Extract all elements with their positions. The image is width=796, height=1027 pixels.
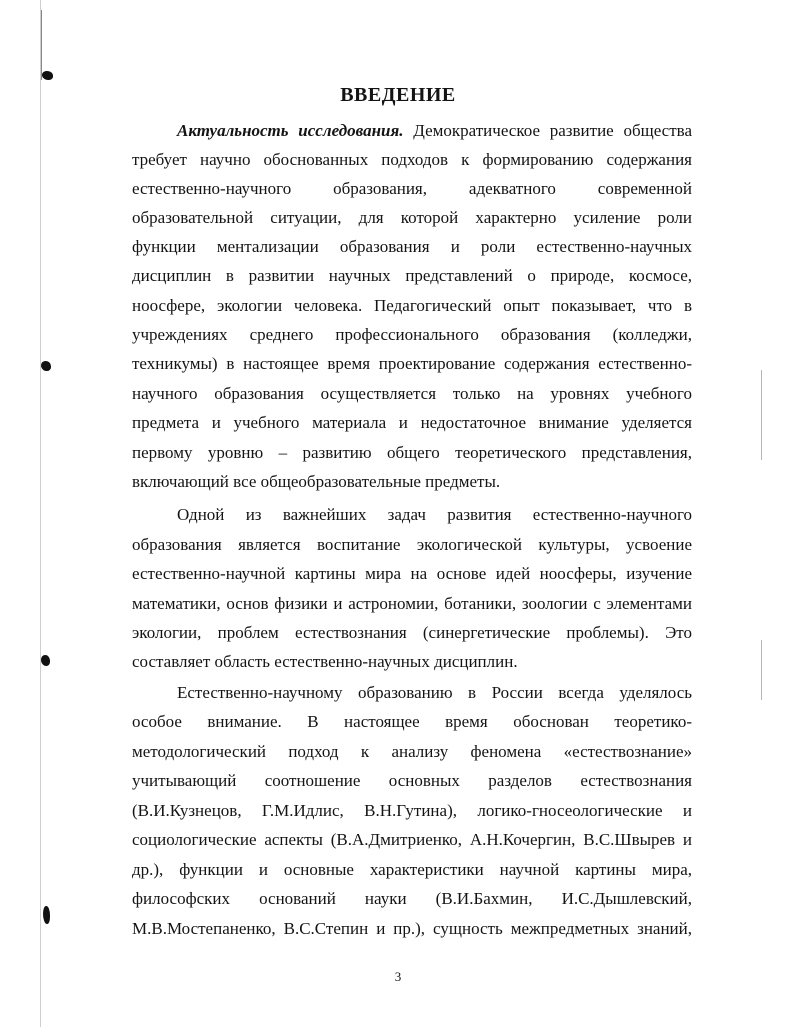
scan-right-mark-2 <box>761 640 762 700</box>
paragraph-line: дисциплин в развитии научных представлений о природе, космосе, <box>132 266 692 285</box>
paragraph-line: образования является воспитание экологической культуры, усвоение <box>132 535 692 554</box>
paragraph-line: М.В.Мостепаненко, В.С.Степин и пр.), сущность межпредметных знаний, <box>132 919 692 938</box>
binder-hole-mark <box>41 655 50 666</box>
paragraph-line-last: включающий все общеобразовательные предметы. <box>132 472 501 491</box>
paragraph-line <box>177 121 692 141</box>
paragraph-line: социологические аспекты (В.А.Дмитриенко, А.Н.Кочергин, В.С.Швырев и <box>132 830 692 849</box>
section-lead: Актуальность исследования. <box>177 121 404 140</box>
paragraph-line-last: составляет область естественно-научных дисциплин. <box>132 652 518 671</box>
paragraph-line: Естественно-научному образованию в России всегда уделялось <box>177 683 692 702</box>
scan-right-mark <box>761 370 762 460</box>
paragraph-line: (В.И.Кузнецов, Г.М.Идлис, В.Н.Гутина), логико-гносеологические и <box>132 801 692 820</box>
paragraph-line: техникумы) в настоящее время проектирование содержания естественно- <box>132 354 692 373</box>
paragraph-line: экологии, проблем естествознания (синергетические проблемы). Это <box>132 623 692 642</box>
paragraph-line: функции ментализации образования и роли естественно-научных <box>132 237 692 256</box>
paragraph-text: Демократическое развитие общества <box>403 121 693 140</box>
page-title: ВВЕДЕНИЕ <box>340 84 456 106</box>
binder-hole-mark <box>42 71 53 80</box>
paragraph-line: естественно-научной картины мира на основе идей ноосферы, изучение <box>132 564 692 583</box>
paragraph-line: Одной из важнейших задач развития естественно-научного <box>177 505 692 524</box>
paragraph-line: образовательной ситуации, для которой характерно усиление роли <box>132 208 692 227</box>
binder-hole-mark <box>41 361 51 371</box>
binder-hole-mark <box>43 906 50 924</box>
paragraph-line: предмета и учебного материала и недостаточное внимание уделяется <box>132 413 692 432</box>
paragraph-line: математики, основ физики и астрономии, ботаники, зоологии с элементами <box>132 594 692 613</box>
paragraph-line: требует научно обоснованных подходов к формированию содержания <box>132 150 692 169</box>
paragraph-line: учреждениях среднего профессионального образования (колледжи, <box>132 325 692 344</box>
scan-left-mark <box>41 10 42 80</box>
paragraph-line: первому уровню – развитию общего теоретического представления, <box>132 443 692 462</box>
paragraph-line: научного образования осуществляется только на уровнях учебного <box>132 384 692 403</box>
scan-left-edge <box>40 0 41 1027</box>
paragraph-line: естественно-научного образования, адекватного современной <box>132 179 692 198</box>
paragraph-line: ноосфере, экологии человека. Педагогический опыт показывает, что в <box>132 296 692 315</box>
page-number: 3 <box>394 969 402 984</box>
paragraph-line: особое внимание. В настоящее время обоснован теоретико- <box>132 712 692 731</box>
paragraph-line: учитывающий соотношение основных разделов естествознания <box>132 771 692 790</box>
paragraph-line: философских оснований науки (В.И.Бахмин, И.С.Дышлевский, <box>132 889 692 908</box>
paragraph-line: др.), функции и основные характеристики научной картины мира, <box>132 860 692 879</box>
paragraph-line: методологический подход к анализу феномена «естествознание» <box>132 742 692 761</box>
